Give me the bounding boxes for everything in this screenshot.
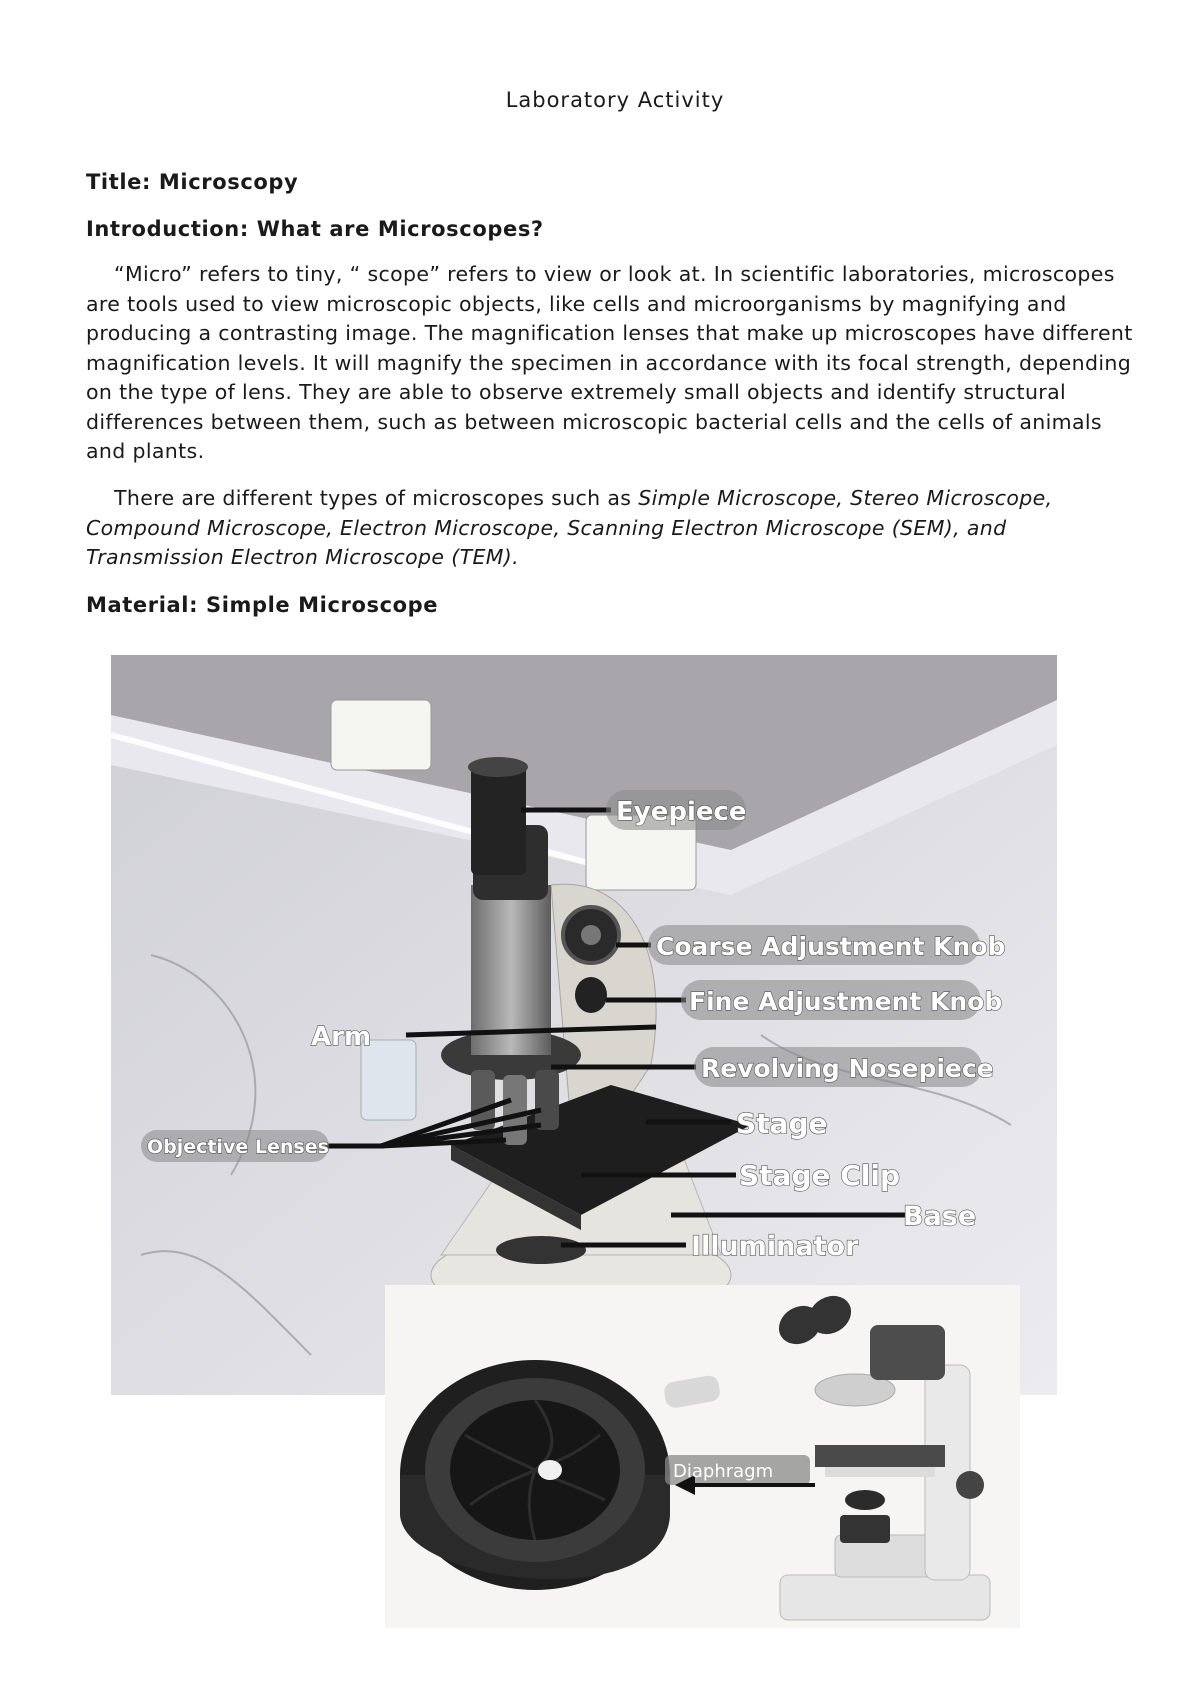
label-diaphragm: Diaphragm: [673, 1461, 774, 1482]
types-paragraph: [86, 484, 1146, 573]
label-revolving-nosepiece: Revolving Nosepiece: [701, 1054, 994, 1083]
label-stage: Stage: [736, 1107, 828, 1140]
intro-paragraph: “Micro” refers to tiny, “ scope” refers to view or look at. In scientific laboratories, microscopes are tools used to view microscopic objects, like cells and microorganisms by magnifying and producing a contrasting image. The magnification lenses that make up microscopes have different magnification levels. It will magnify the specimen in accordance with its focal strength, depending on the type of lens. They are able to observe extremely small objects and identify structural differences between them, such as between microscopic bacterial cells and the cells of animals and plants.: [86, 262, 1133, 463]
label-eyepiece: Eyepiece: [616, 797, 747, 827]
label-illuminator: Illuminator: [691, 1231, 859, 1262]
label-objective-lenses: Objective Lenses: [147, 1136, 329, 1158]
document-title: Laboratory Activity: [505, 88, 725, 112]
label-stage-clip: Stage Clip: [739, 1159, 901, 1192]
microscope-photo: [111, 655, 1057, 1395]
diaphragm-inset-image: [385, 1285, 1020, 1628]
heading-material: Material: Simple Microscope: [86, 593, 439, 617]
heading-title: Title: Microscopy: [86, 170, 299, 194]
label-coarse-adjustment-knob: Coarse Adjustment Knob: [656, 932, 1006, 961]
label-base: Base: [903, 1201, 977, 1232]
label-arm: Arm: [311, 1022, 372, 1052]
types-list-text: Simple Microscope, Stereo Microscope, Compound Microscope, Electron Microscope, Scanning Electron Microscope (SEM), and Transmission Electron Microscope (TEM).: [86, 486, 1053, 569]
heading-introduction: Introduction: What are Microscopes?: [86, 217, 544, 241]
label-fine-adjustment-knob: Fine Adjustment Knob: [689, 987, 1003, 1016]
types-lead-text: There are different types of microscopes such as: [114, 486, 639, 510]
